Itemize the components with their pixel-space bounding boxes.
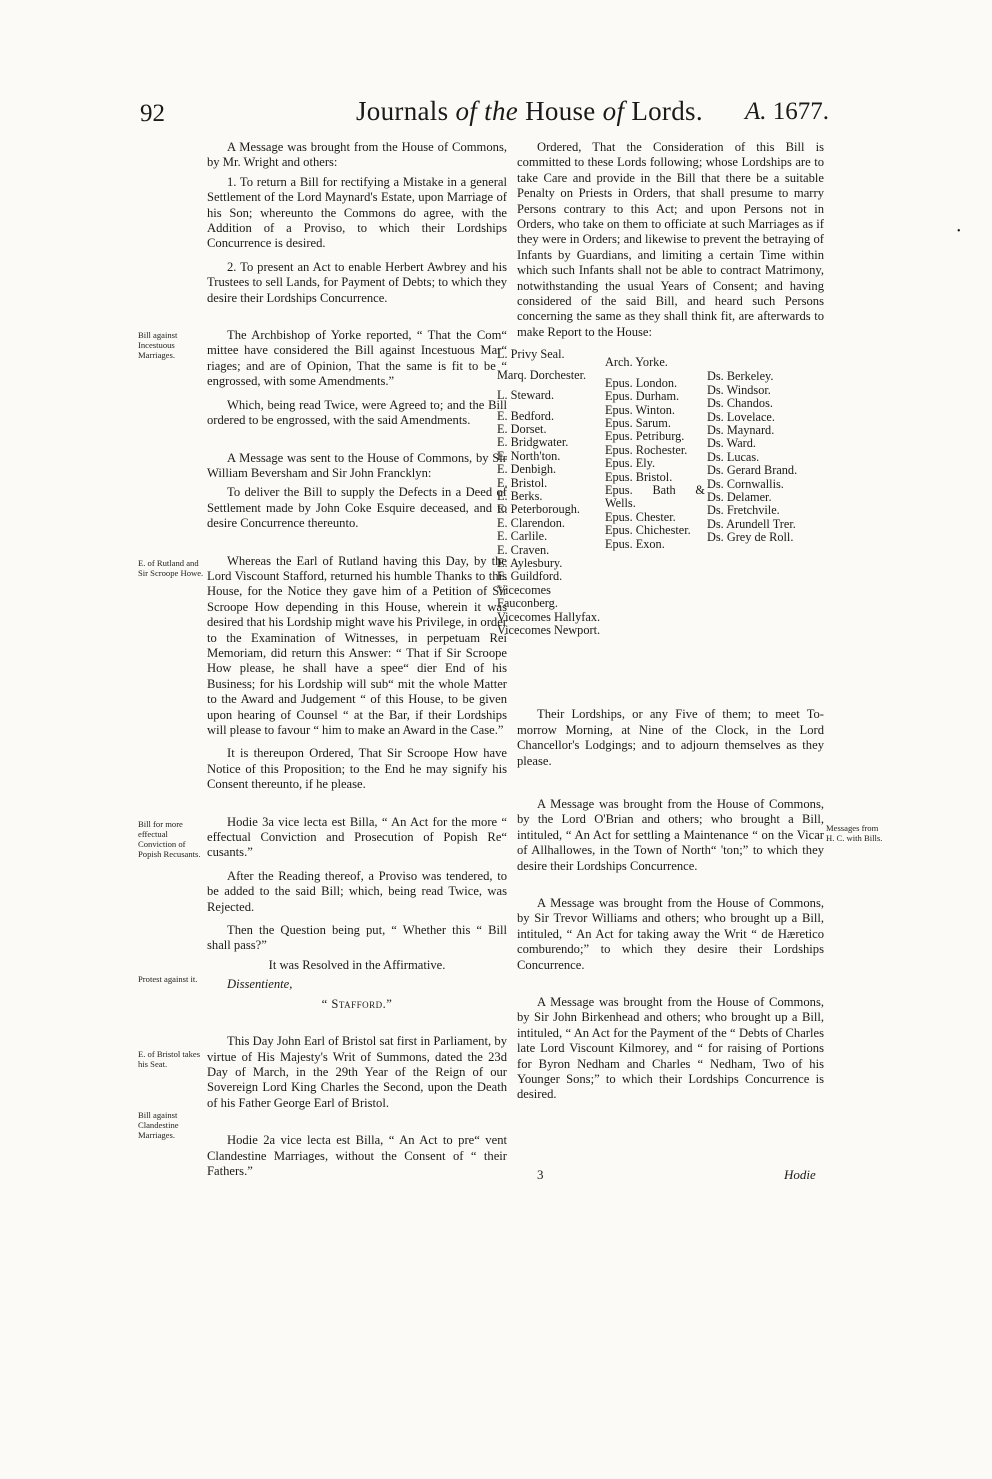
list-item: E. Aylesbury. <box>497 555 563 570</box>
list-item: Ds. Grey de Roll. <box>707 530 794 545</box>
list-item: Epus. Petriburg. <box>605 429 685 444</box>
list-item: L. Steward. <box>497 388 555 403</box>
list-item: Vicecomes Fauconberg. <box>497 582 558 611</box>
list-item: Ds. Berkeley. <box>707 369 774 384</box>
committee-list-temporal <box>497 348 601 637</box>
margin-note: Protest against it. <box>138 974 198 984</box>
list-item: Ds. Cornwallis. <box>707 476 784 491</box>
paragraph: It was Resolved in the Affirmative. <box>268 957 446 972</box>
list-item: E. Dorset. <box>497 421 547 436</box>
list-item: E. North'ton. <box>497 448 561 463</box>
list-item: Epus. Durham. <box>605 389 680 404</box>
committee-lists <box>497 348 824 693</box>
paragraph: Ordered, That the Consideration of this Bill is committed to these Lords following; whose Lordships are to take Care and provide in the Bill that there be a suitable Penalty on Priests in Orders, that shall presume to marry Persons contrary to this Act; and upon Persons not in Orders, who take on them to officiate at such Marriages as if they were in Orders; and likewise to prevent the betraying of Infants by Guardians, and limiting a certain Time within which such Infants shall not be able to contract Matrimony, notwithstanding the usual Years of Consent; and having considered of the said Bill, and heard such Persons concerning the same as they shall think fit, are afterwards to make Report to the House: <box>517 140 824 339</box>
list-item: E. Bristol. <box>497 475 548 490</box>
list-item: E. Denbigh. <box>497 462 557 477</box>
paragraph: Which, being read Twice, were Agreed to; and the Bill ordered to be engrossed, with the said Amendments. <box>207 397 507 428</box>
paragraph: Their Lordships, or any Five of them; to meet To-morrow Morning, at Nine of the Clock, in the Lord Chancellor's Lodgings; and to adjourn themselves as they please. <box>517 707 824 768</box>
paragraph: 2. To present an Act to enable Herbert Awbrey and his Trustees to sell Lands, for Payment of Debts; to which they desire their Lordships Concurrence. <box>207 259 507 305</box>
list-item: Epus. Bath & Wells. <box>605 482 705 511</box>
list-item: Ds. Gerard Brand. <box>707 463 798 478</box>
list-item: Vicecomes Hallyfax. <box>497 609 601 624</box>
paragraph: Hodie 2a vice lecta est Billa, “ An Act to pre“ vent Clandestine Marriages, without the Consent of “ their Fathers.” <box>207 1133 507 1178</box>
list-item: Epus. Winton. <box>605 402 675 417</box>
paragraph: “ Stafford.” <box>321 996 393 1011</box>
signature-mark: 3 <box>537 1167 544 1182</box>
paragraph: 1. To return a Bill for rectifying a Mistake in a general Settlement of the Lord Maynard's Estate, upon Marriage of his Son; whereunto the Commons do agree, with the Addition of a Proviso, to which their Lordships Concurrence is desired. <box>207 174 507 251</box>
paragraph: After the Reading thereof, a Proviso was tendered, to be added to the said Bill; which, being read Twice, was Rejected. <box>207 868 507 914</box>
list-item: E. Clarendon. <box>497 515 565 530</box>
list-item: Epus. Chichester. <box>605 523 691 538</box>
list-item: Vicecomes Newport. <box>497 623 601 637</box>
paragraph: A Message was brought from the House of Commons, by Sir Trevor Williams and others; who brought up a Bill, intituled, “ An Act for taking away the Writ “ de Hæretico comburendo;” to which they desire their Lordships Concurrence. <box>517 895 824 972</box>
right-column <box>497 140 824 1111</box>
list-item: Ds. Lovelace. <box>707 409 775 424</box>
list-item: Ds. Fretchvile. <box>707 503 780 518</box>
list-item: Ds. Lucas. <box>707 449 760 464</box>
list-item: Epus. Ely. <box>605 456 656 471</box>
paragraph: A Message was brought from the House of Commons, by Sir John Birkenhead and others; who brought up a Bill, intituled, “ An Act for the Payment of the “ Debts of Charles late Lord Viscount Kilmorey, and “ for raising of Portions for Byron Nedham and Charles “ Nedham, Two of his Younger Sons;” to which their Lordships Concurrence is desired. <box>517 994 824 1102</box>
margin-note: Messages from H. C. with Bills. <box>826 823 883 843</box>
page-title: Journals of the House of Lords. <box>356 96 703 126</box>
list-item: Epus. Exon. <box>605 536 665 551</box>
paragraph: It is thereupon Ordered, That Sir Scroope How have Notice of this Proposition; to the End he may signify his Consent thereunto, if he please. <box>207 746 507 792</box>
list-item: Ds. Chandos. <box>707 396 773 411</box>
paragraph: A Message was sent to the House of Commons, by Sir William Beversham and Sir John Francklyn: <box>207 450 507 480</box>
paragraph: Whereas the Earl of Rutland having this Day, by the Lord Viscount Stafford, returned his humble Thanks to this House, for the Notice they gave him of a Petition of Sir Scroope How depending in this House, wherein it was desired that his Lordship might wave his Privilege, in order to the Examination of Witnesses, in perpetuam Rei Memoriam, did return this Answer: “ That if Sir Scroope How please, he shall have a spee“ dier End of his Business; for his Lordship will sub“ mit the whole Matter to the Award and Judgement “ of this House, to be given upon hearing of Counsel “ at the Bar, if their Lordships will please to favour “ him to make an Award in the Case.” <box>207 553 507 737</box>
margin-note: E. of Bristol takes his Seat. <box>138 1049 201 1069</box>
list-item: Epus. London. <box>605 375 678 390</box>
running-header <box>0 96 992 136</box>
list-item: E. Bridgwater. <box>497 435 569 450</box>
list-item: E. Bedford. <box>497 408 555 423</box>
list-item: Epus. Sarum. <box>605 415 671 430</box>
paragraph: Hodie 3a vice lecta est Billa, “ An Act for the more “ effectual Conviction and Prosecution of Popish Re“ cusants.” <box>207 814 507 860</box>
left-column <box>207 140 507 1187</box>
paragraph: To deliver the Bill to supply the Defects in a Deed of Settlement made by John Coke Esquire deceased, and to desire Concurrence thereunto. <box>207 485 507 531</box>
paragraph: Then the Question being put, “ Whether this “ Bill shall pass?” <box>207 923 507 953</box>
page-year: A. 1677. <box>745 98 830 125</box>
list-item: Ds. Ward. <box>707 436 756 451</box>
page-number: 92 <box>140 100 165 127</box>
margin-note: Bill against Incestuous Marriages. <box>138 330 178 360</box>
margin-note: Bill for more effectual Conviction of Popish Recusants. <box>138 819 201 859</box>
list-item: Epus. Chester. <box>605 509 676 524</box>
list-item: Ds. Maynard. <box>707 422 775 437</box>
paragraph: A Message was brought from the House of Commons, by Mr. Wright and others: <box>207 140 507 170</box>
list-item: E. Craven. <box>497 542 550 557</box>
list-item: Arch. Yorke. <box>605 355 668 370</box>
list-item: Ds. Delamer. <box>707 489 772 504</box>
committee-list-barons <box>707 370 827 544</box>
margin-note: Bill against Clandestine Marriages. <box>138 1110 179 1140</box>
paragraph: A Message was brought from the House of Commons, by the Lord O'Brian and others; who brought a Bill, intituled, “ An Act for settling a Maintenance “ on the Vicar of Allhallowes, in the Town of North“ 'ton;” to which they desire their Lordships Concurrence. <box>517 796 824 873</box>
list-item: Marq. Dorchester. <box>497 367 587 382</box>
list-item: E. Berks. <box>497 488 543 503</box>
catchword: Hodie <box>784 1167 816 1182</box>
list-item: E. Guildford. <box>497 569 563 584</box>
list-item: E. Carlile. <box>497 529 548 544</box>
list-item: Ds. Arundell Trer. <box>707 516 796 531</box>
list-item: L. Privy Seal. <box>497 347 565 362</box>
list-item: E. Peterborough. <box>497 502 580 517</box>
list-item: Epus. Bristol. <box>605 469 673 484</box>
list-item: Ds. Windsor. <box>707 382 771 397</box>
ink-mark: • <box>957 226 961 237</box>
paragraph: This Day John Earl of Bristol sat first in Parliament, by virtue of His Majesty's Writ of Summons, dated the 23d Day of March, in the 29th Year of the Reign of our Sovereign Lord King Charles the Second, upon the Death of his Father George Earl of Bristol. <box>207 1034 507 1110</box>
committee-list-bishops <box>605 356 705 551</box>
paragraph: Dissentiente, <box>227 977 293 992</box>
paragraph: The Archbishop of Yorke reported, “ That the Com“ mittee have considered the Bill against Incestuous Mar“ riages; and are of Opinion, That the same is fit to be “ engrossed, with some Amendments.” <box>207 328 507 389</box>
list-item: Epus. Rochester. <box>605 442 688 457</box>
margin-note: E. of Rutland and Sir Scroope Howe. <box>138 558 204 578</box>
